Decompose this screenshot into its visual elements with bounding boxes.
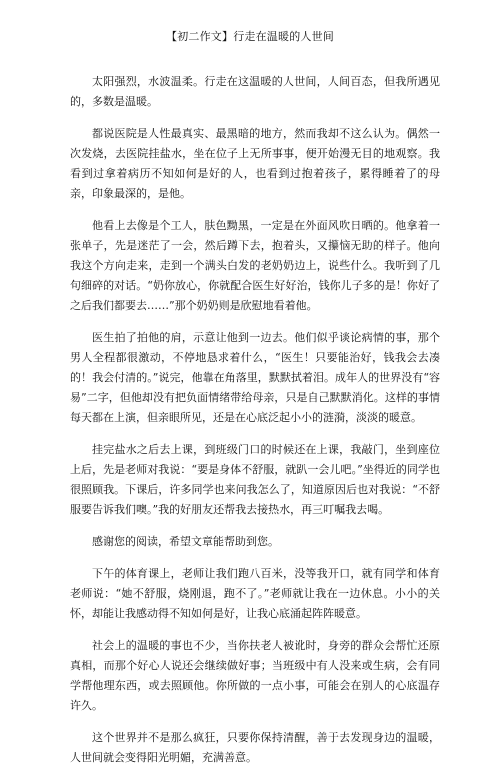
paragraph-7: 下午的体育课上，老师让我们跑八百米，没等我开口，就有同学和体育老师说：“她不舒服，烧刚退，跑不了。”老师就让我在一边休息。小小的关怀，却能让我感动得不知如何是好，让我心底涌起阵阵暖意。 bbox=[70, 567, 440, 620]
document-body bbox=[70, 72, 440, 780]
paragraph-6: 感谢您的阅读，希望文章能帮助到您。 bbox=[92, 535, 279, 548]
paragraph-9: 这个世界并不是那么疯狂，只要你保持清醒，善于去发现身边的温暖，人世间就会变得阳光明媚，充满善意。 bbox=[70, 731, 440, 764]
paragraph-2: 都说医院是人性最真实、最黑暗的地方，然而我却不这么认为。偶然一次发烧，去医院挂盐水，坐在位子上无所事事，便开始漫无目的地观察。我看到过拿着病历不知如何是好的人，也看到过抱着孩子，累得睡着了的母亲，印象最深的，是他。 bbox=[70, 127, 440, 200]
document-title: 【初二作文】行走在温暖的人世间 bbox=[166, 30, 334, 43]
paragraph-5: 挂完盐水之后去上课，到班级门口的时候还在上课，我敲门，坐到座位上后，先是老师对我说：“要是身体不舒服，就趴一会儿吧。”坐得近的同学也很照顾我。下课后，许多同学也来问我怎么了，知道原因后也对我说：“不舒服要告诉我们噢。”我的好朋友还帮我去接热水，再三叮嘱我去喝。 bbox=[70, 443, 440, 516]
paragraph-8: 社会上的温暖的事也不少，当你扶老人被讹时，身旁的群众会帮忙还原真相，而那个好心人说还会继续做好事；当班级中有人没来或生病，会有同学帮他理东西，或去照顾他。你所做的一点小事，可能会在别人的心底温存许久。 bbox=[70, 639, 440, 712]
paragraph-4: 医生拍了拍他的肩，示意让他到一边去。他们似乎谈论病情的事，那个男人全程都很激动，不停地恳求着什么，“医生！只要能治好，钱我会去凑的！我会付清的。”说完，他靠在角落里，默默拭着泪。成年人的世界没有“容易”二字，但他却没有把负面情绪带给母亲，只是自己默默消化。这样的事情每天都在上演，但亲眼所见，还是在心底泛起小小的涟漪，淡淡的暖意。 bbox=[70, 331, 440, 424]
paragraph-1: 太阳强烈，水波温柔。行走在这温暖的人世间，人间百态，但我所遇见的，多数是温暖。 bbox=[70, 75, 440, 108]
paragraph-3: 他看上去像是个工人，肤色黝黑，一定是在外面风吹日晒的。他拿着一张单子，先是迷茫了一会，然后蹲下去，抱着头，又攥恼无助的样子。他向我这个方向走来，走到一个满头白发的老奶奶边上，说些什么。我听到了几句细碎的对话。“奶你放心，你就配合医生好好治，钱你儿子多的是！你好了之后我们都要去……”那个奶奶则是欣慰地看着他。 bbox=[70, 219, 440, 312]
